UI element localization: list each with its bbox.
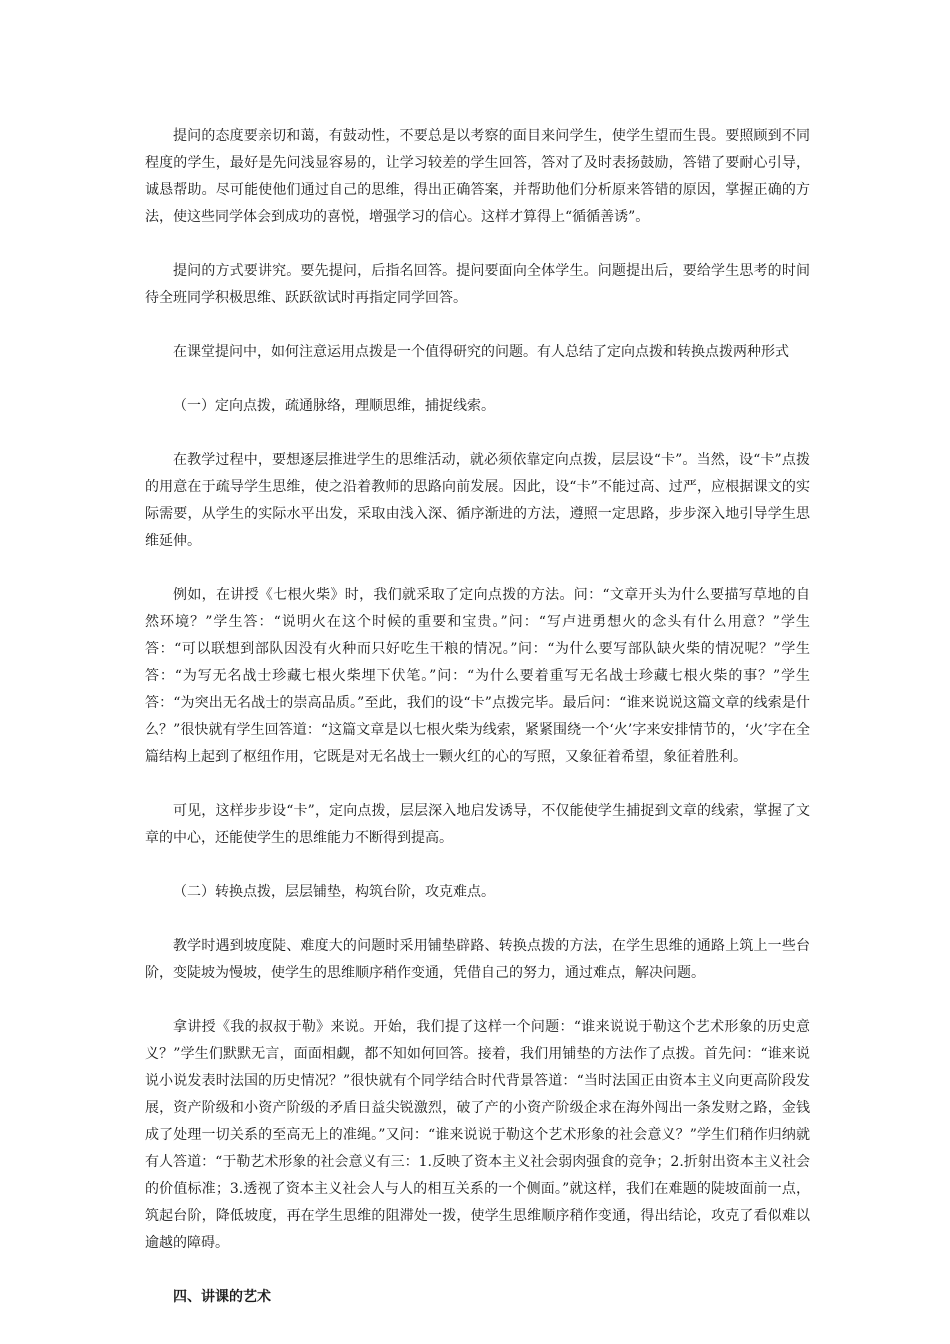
paragraph-directional-guidance: 在教学过程中，要想逐层推进学生的思维活动，就必须依靠定向点拨，层层设“卡”。当然，设“卡”点拨的用意在于疏导学生思维，使之沿着教师的思路向前发展。因此，设“卡”不能过高、过严，应根据课文的实际需要，从学生的实际水平出发，采取由浅入深、循序渐进的方法，遵照一定思路，步步深入地引导学生思维延伸。 (145, 452, 810, 549)
paragraph-guidance-intro: 在课堂提问中，如何注意运用点拨是一个值得研究的问题。有人总结了定向点拨和转换点拨两种形式 (173, 344, 789, 360)
paragraph-example-seven-matches: 例如，在讲授《七根火柴》时，我们就采取了定向点拨的方法。问：“文章开头为什么要描写草地的自然环境？”学生答：“说明火在这个时候的重要和宝贵。”问：“写卢进勇想火的念头有什么用意？”学生答：“可以联想到部队因没有火种而只好吃生干粮的情况。”问：“为什么要写部队缺火柴的情况呢？”学生答：“为写无名战士珍藏七根火柴埋下伏笔。”问：“为什么要着重写无名战士珍藏七根火柴的事？”学生答：“为突出无名战士的崇高品质。”至此，我们的设“卡”点拨完毕。最后问：“谁来说说这篇文章的线索是什么？”很快就有学生回答道：“这篇文章是以七根火柴为线索，紧紧围绕一个‘火’字来安排情节的，‘火’字在全篇结构上起到了枢纽作用，它既是对无名战士一颗火红的心的写照，又象征着希望，象征着胜利。 (145, 587, 810, 765)
paragraph-questioning-attitude: 提问的态度要亲切和蔼，有鼓动性，不要总是以考察的面目来问学生，使学生望而生畏。要照顾到不同程度的学生，最好是先问浅显容易的，让学习较差的学生回答，答对了及时表扬鼓励，答错了要耐心引导，诚恳帮助。尽可能使他们通过自己的思维，得出正确答案，并帮助他们分析原来答错的原因，掌握正确的方法，使这些同学体会到成功的喜悦，增强学习的信心。这样才算得上“循循善诱”。 (145, 128, 810, 225)
paragraph-conclusion-directional: 可见，这样步步设“卡”，定向点拨，层层深入地启发诱导，不仅能使学生捕捉到文章的线索，掌握了文章的中心，还能使学生的思维能力不断得到提高。 (145, 803, 810, 846)
paragraph-transitional-guidance: 教学时遇到坡度陡、难度大的问题时采用铺垫辟路、转换点拨的方法，在学生思维的通路上筑上一些台阶，变陡坡为慢坡，使学生的思维顺序稍作变通，凭借自己的努力，通过难点，解决问题。 (145, 938, 810, 981)
document-body (145, 123, 810, 1311)
paragraph-example-uncle-jules: 拿讲授《我的叔叔于勒》来说。开始，我们提了这样一个问题：“谁来说说于勒这个艺术形象的历史意义？”学生们默默无言，面面相觑，都不知如何回答。接着，我们用铺垫的方法作了点拨。首先问：“谁来说说小说发表时法国的历史情况？”很快就有个同学结合时代背景答道：“当时法国正由资本主义向更高阶段发展，资产阶级和小资产阶级的矛盾日益尖锐激烈，破了产的小资产阶级企求在海外闯出一条发财之路，金钱成了处理一切关系的至高无上的准绳。”又问：“谁来说说于勒这个艺术形象的社会意义？”学生们稍作归纳就有人答道：“于勒艺术形象的社会意义有三：1.反映了资本主义社会弱肉强食的竞争；2.折射出资本主义社会的价值标准；3.透视了资本主义社会人与人的相互关系的一个侧面。”就这样，我们在难题的陡坡面前一点，筑起台阶，降低坡度，再在学生思维的阻滞处一拨，使学生思维顺序稍作变通，得出结论，攻克了看似难以逾越的障碍。 (145, 1019, 810, 1251)
subheading-transitional-guidance: （二）转换点拨，层层铺垫，构筑台阶，攻克难点。 (173, 884, 495, 900)
section-title-lecturing-art: 四、讲课的艺术 (173, 1289, 271, 1305)
subheading-directional-guidance: （一）定向点拨，疏通脉络，理顺思维，捕捉线索。 (173, 398, 495, 414)
paragraph-questioning-method: 提问的方式要讲究。要先提问，后指名回答。提问要面向全体学生。问题提出后，要给学生思考的时间待全班同学积极思维、跃跃欲试时再指定同学回答。 (145, 263, 810, 306)
